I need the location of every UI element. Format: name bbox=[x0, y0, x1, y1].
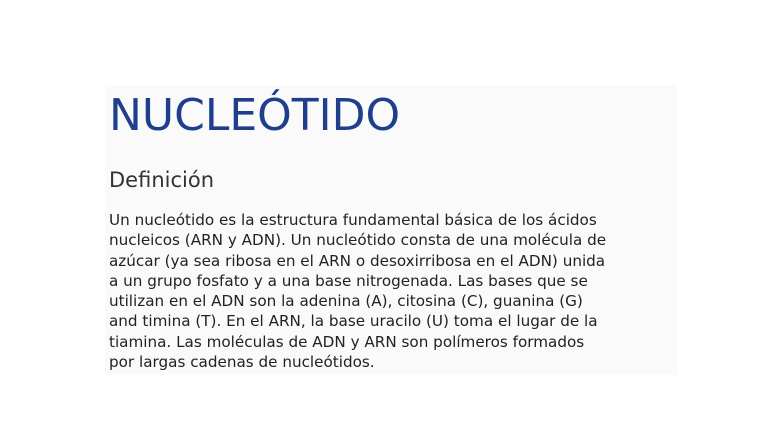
paragraph-line: and timina (T). En el ARN, la base uracilo (U) toma el lugar de la bbox=[109, 312, 598, 331]
paragraph-line: tiamina. Las moléculas de ADN y ARN son polímeros formados bbox=[109, 332, 585, 351]
section-heading: Definición bbox=[109, 168, 214, 192]
paragraph-line: nucleicos (ARN y ADN). Un nucleótido consta de una molécula de bbox=[109, 231, 607, 250]
paragraph-line: utilizan en el ADN son la adenina (A), citosina (C), guanina (G) bbox=[109, 292, 583, 311]
slide-title: NUCLEÓTIDO bbox=[109, 90, 401, 141]
paragraph-line: por largas cadenas de nucleótidos. bbox=[109, 353, 375, 372]
paragraph-line: azúcar (ya sea ribosa en el ARN o desoxirribosa en el ADN) unida bbox=[109, 251, 606, 270]
paragraph-line: Un nucleótido es la estructura fundamental básica de los ácidos bbox=[109, 211, 597, 229]
paragraph-line: a un grupo fosfato y a una base nitrogenada. Las bases que se bbox=[109, 271, 588, 290]
definition-paragraph bbox=[109, 210, 679, 372]
